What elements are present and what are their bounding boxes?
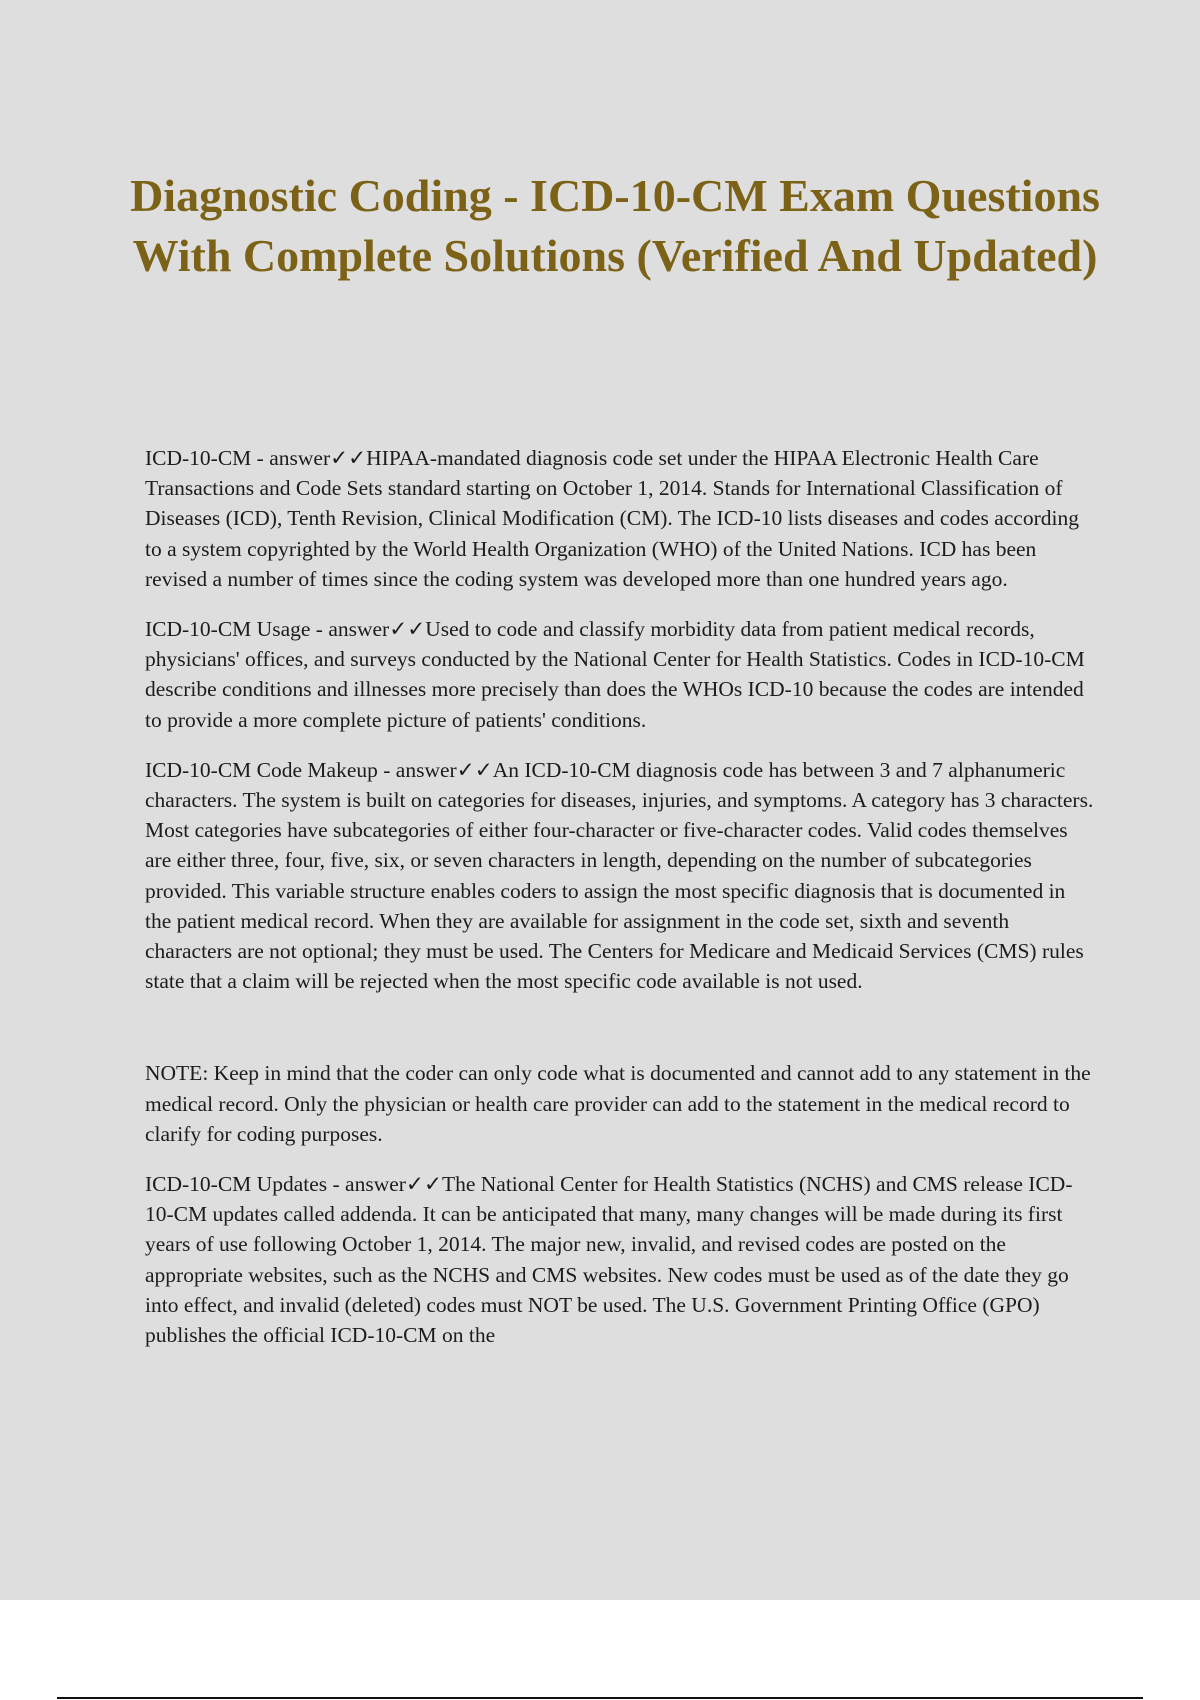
paragraph-icd10cm-code-makeup: ICD-10-CM Code Makeup - answer✓✓An ICD-10-CM diagnosis code has between 3 and 7 alphanumeric characters. The system is built on categories for diseases, injuries, and symptoms. A category has 3 characters. Most categories have subcategories of either four-character or five-character codes. Valid codes themselves are either three, four, five, six, or seven characters in length, depending on the number of subcategories provided. This variable structure enables coders to assign the most specific diagnosis that is documented in the patient medical record. When they are available for assignment in the code set, sixth and seventh characters are not optional; they must be used. The Centers for Medicare and Medicaid Services (CMS) rules state that a claim will be rejected when the most specific code available is not used. — [145, 757, 1094, 994]
paragraph-icd10cm-updates: ICD-10-CM Updates - answer✓✓The National Center for Health Statistics (NCHS) and CMS release ICD-10-CM updates called addenda. It can be anticipated that many, many changes will be made during its first years of use following October 1, 2014. The major new, invalid, and revised codes are posted on the appropriate websites, such as the NCHS and CMS websites. New codes must be used as of the date they go into effect, and invalid (deleted) codes must NOT be used. The U.S. Government Printing Office (GPO) publishes the official ICD-10-CM on the — [145, 1172, 1073, 1348]
paragraph-icd10cm-definition: ICD-10-CM - answer✓✓HIPAA-mandated diagnosis code set under the HIPAA Electronic Health Care Transactions and Code Sets standard starting on October 1, 2014. Stands for International Classification of Diseases (ICD), Tenth Revision, Clinical Modification (CM). The ICD-10 lists diseases and codes according to a system copyrighted by the World Health Organization (WHO) of the United Nations. ICD has been revised a number of times since the coding system was developed more than one hundred years ago. — [145, 446, 1079, 591]
paragraph-note: NOTE: Keep in mind that the coder can only code what is documented and cannot add to any statement in the medical record. Only the physician or health care provider can add to the statement in the medical record to clarify for coding purposes. — [145, 1061, 1091, 1146]
footer-divider — [57, 1697, 1143, 1699]
paragraph-spacer — [145, 1016, 1095, 1058]
paragraph-icd10cm-usage: ICD-10-CM Usage - answer✓✓Used to code and classify morbidity data from patient medical records, physicians' offices, and surveys conducted by the National Center for Health Statistics. Codes in ICD-10-CM describe conditions and illnesses more precisely than does the WHOs ICD-10 because the codes are intended to provide a more complete picture of patients' conditions. — [145, 617, 1085, 732]
document-body — [145, 443, 1095, 1370]
document-title: Diagnostic Coding - ICD-10-CM Exam Questions With Complete Solutions (Verified And Updated) — [130, 170, 1100, 281]
